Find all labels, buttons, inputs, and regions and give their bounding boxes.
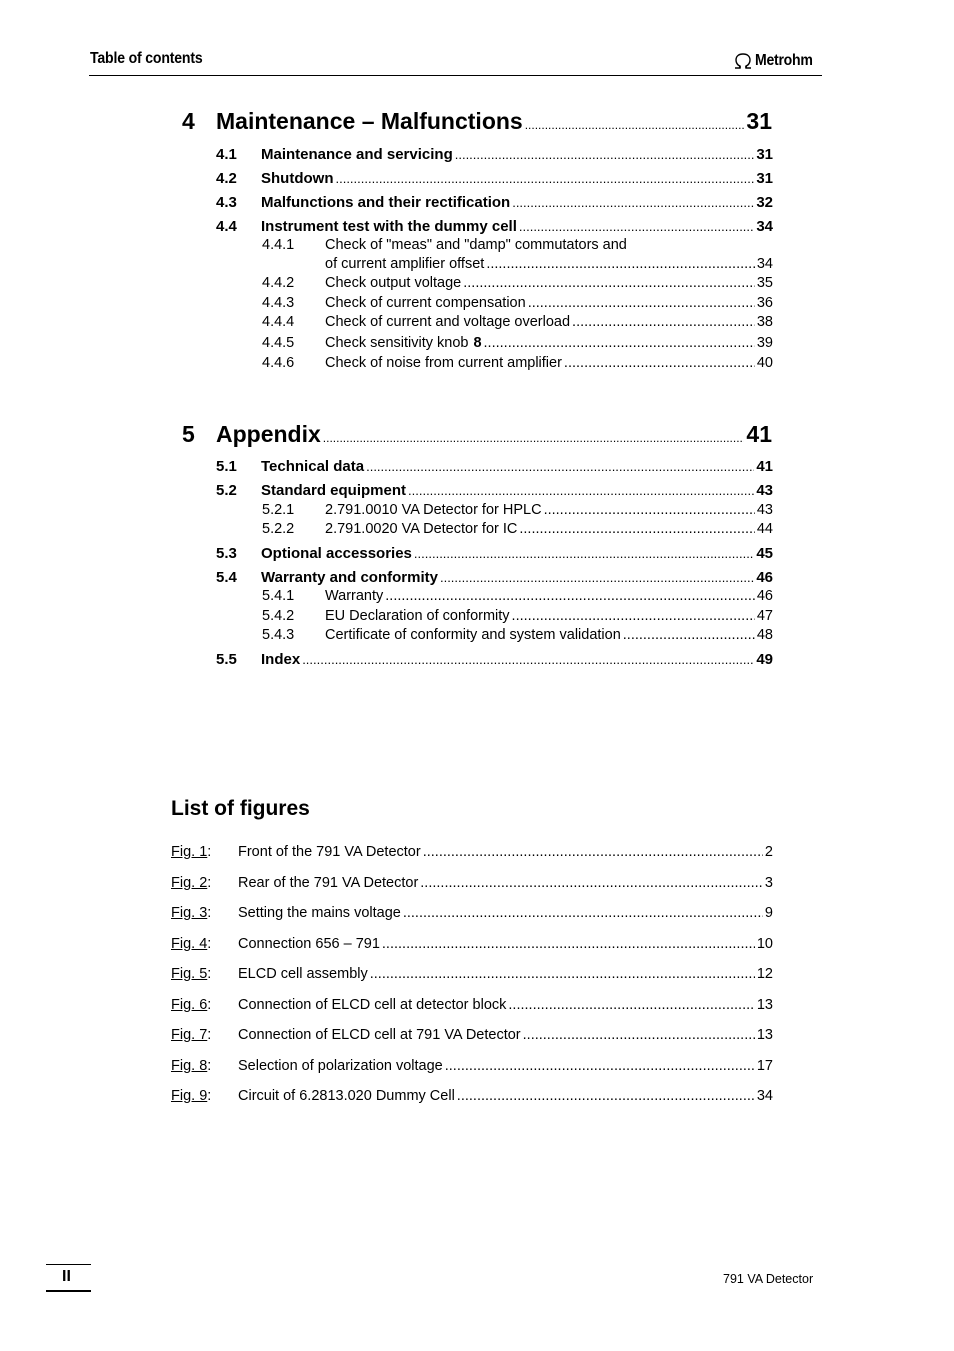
section-page: 45 bbox=[756, 545, 773, 562]
section-number: 5.5 bbox=[216, 651, 237, 668]
figure-page: 10 bbox=[756, 936, 773, 952]
subsection-title: 2.791.0010 VA Detector for HPLC bbox=[325, 502, 542, 518]
figure-page: 34 bbox=[756, 1088, 773, 1104]
toc-section[interactable] bbox=[216, 545, 773, 565]
subsection-number: 5.4.2 bbox=[262, 608, 295, 624]
figure-title: Connection 656 – 791 bbox=[238, 936, 380, 952]
figure-title: ELCD cell assembly bbox=[238, 966, 368, 982]
section-title: Warranty and conformity bbox=[261, 569, 438, 586]
subsection-page: 34 bbox=[756, 256, 773, 272]
subsection-number: 5.2.2 bbox=[262, 521, 295, 537]
figure-entry[interactable]: Fig. 9: Circuit of 6.2813.020 Dummy Cell ..... 34 bbox=[171, 1088, 773, 1108]
dot-leader bbox=[414, 546, 754, 561]
subsection-title: Check of noise from current amplifier bbox=[325, 355, 562, 371]
subsection-title: 2.791.0020 VA Detector for IC bbox=[325, 521, 518, 537]
section-title: Technical data bbox=[261, 458, 365, 475]
chapter-title: Maintenance – Malfunctions bbox=[216, 108, 523, 134]
subsection-title: Certificate of conformity and system validation bbox=[325, 627, 621, 643]
dot-leader bbox=[385, 588, 755, 604]
dot-leader bbox=[486, 256, 755, 272]
dot-leader bbox=[455, 147, 755, 162]
figure-title: Setting the mains voltage bbox=[238, 905, 401, 921]
figure-link[interactable]: Fig. 4 bbox=[171, 936, 208, 952]
section-title: Optional accessories bbox=[261, 545, 412, 562]
subsection-page: 48 bbox=[756, 627, 773, 643]
subsection-page: 47 bbox=[756, 608, 773, 624]
chapter-number: 5 bbox=[182, 421, 195, 447]
subsection-number: 5.2.1 bbox=[262, 502, 295, 518]
footer-rule-top bbox=[46, 1264, 91, 1265]
dot-leader bbox=[382, 936, 755, 952]
figure-link[interactable]: Fig. 8 bbox=[171, 1058, 208, 1074]
figure-page: 13 bbox=[756, 997, 773, 1013]
section-title: Maintenance and servicing bbox=[261, 146, 453, 163]
subsection-title: Check of "meas" and "damp" commutators and bbox=[325, 237, 627, 253]
subsection-number: 4.4.2 bbox=[262, 275, 295, 291]
omega-icon bbox=[733, 52, 753, 70]
dot-leader bbox=[420, 875, 763, 891]
figure-entry[interactable]: Fig. 3: Setting the mains voltage ..... 9 bbox=[171, 905, 773, 925]
subsection-title: EU Declaration of conformity bbox=[325, 608, 510, 624]
subsection-page: 44 bbox=[756, 521, 773, 537]
dot-leader bbox=[323, 431, 745, 445]
section-page: 49 bbox=[756, 651, 773, 668]
subsection-number: 4.4.6 bbox=[262, 355, 295, 371]
subsection-page: 36 bbox=[756, 295, 773, 311]
chapter-title: Appendix bbox=[216, 421, 321, 447]
toc-subsection[interactable] bbox=[262, 627, 773, 647]
subsection-number: 4.4.4 bbox=[262, 314, 295, 330]
dot-leader bbox=[440, 570, 754, 585]
figure-page: 9 bbox=[764, 905, 773, 921]
figure-link[interactable]: Fig. 9 bbox=[171, 1088, 208, 1104]
dot-leader bbox=[445, 1058, 755, 1074]
figure-entry[interactable]: Fig. 5: ELCD cell assembly ..... 12 bbox=[171, 966, 773, 986]
dot-leader bbox=[523, 1027, 755, 1043]
toc-section[interactable] bbox=[216, 146, 773, 166]
section-number: 5.4 bbox=[216, 569, 237, 586]
dot-leader bbox=[366, 459, 754, 474]
dot-leader bbox=[370, 966, 755, 982]
dot-leader bbox=[484, 335, 755, 351]
subsection-page: 46 bbox=[756, 588, 773, 604]
section-title: Shutdown bbox=[261, 170, 334, 187]
figure-title: Selection of polarization voltage bbox=[238, 1058, 443, 1074]
section-page: 41 bbox=[756, 458, 773, 475]
dot-leader bbox=[457, 1088, 755, 1104]
subsection-title: Check output voltage bbox=[325, 275, 462, 291]
figure-page: 2 bbox=[764, 844, 773, 860]
figure-title: Rear of the 791 VA Detector bbox=[238, 875, 419, 891]
toc-subsection[interactable] bbox=[262, 521, 773, 541]
brand-name: Metrohm bbox=[755, 52, 813, 69]
subsection-title: Check of current and voltage overload bbox=[325, 314, 571, 330]
subsection-page: 40 bbox=[756, 355, 773, 371]
dot-leader bbox=[512, 608, 755, 624]
figure-entry[interactable]: Fig. 1: Front of the 791 VA Detector ..... 2 bbox=[171, 844, 773, 864]
section-title: Standard equipment bbox=[261, 482, 407, 499]
toc-section[interactable] bbox=[216, 170, 773, 190]
figure-title: Front of the 791 VA Detector bbox=[238, 844, 421, 860]
section-page: 31 bbox=[756, 146, 773, 163]
header-rule bbox=[89, 75, 822, 76]
figure-link[interactable]: Fig. 6 bbox=[171, 997, 208, 1013]
figure-link[interactable]: Fig. 2 bbox=[171, 875, 208, 891]
section-page: 43 bbox=[756, 482, 773, 499]
figure-page: 17 bbox=[756, 1058, 773, 1074]
figure-entry[interactable]: Fig. 8: Selection of polarization voltage ..... 17 bbox=[171, 1058, 773, 1078]
section-number: 5.1 bbox=[216, 458, 237, 475]
dot-leader bbox=[512, 195, 754, 210]
figure-link[interactable]: Fig. 3 bbox=[171, 905, 208, 921]
dot-leader bbox=[508, 997, 754, 1013]
dot-leader bbox=[302, 652, 754, 667]
subsection-number: 4.4.1 bbox=[262, 237, 295, 253]
figure-entry[interactable]: Fig. 6: Connection of ELCD cell at detector block ..... 13 bbox=[171, 997, 773, 1017]
section-title: Instrument test with the dummy cell bbox=[261, 218, 517, 235]
subsection-title: Check sensitivity knob bbox=[325, 335, 469, 351]
figure-title: Connection of ELCD cell at detector block bbox=[238, 997, 507, 1013]
dot-leader bbox=[528, 295, 755, 311]
toc-subsection[interactable] bbox=[262, 588, 773, 608]
subsection-title-line2: of current amplifier offset bbox=[325, 256, 485, 272]
section-page: 31 bbox=[756, 170, 773, 187]
figure-entry[interactable]: Fig. 7: Connection of ELCD cell at 791 VA Detector ..... 13 bbox=[171, 1027, 773, 1047]
dot-leader bbox=[519, 521, 754, 537]
figure-link[interactable]: Fig. 5 bbox=[171, 966, 208, 982]
toc-subsection[interactable] bbox=[262, 295, 773, 315]
toc-subsection[interactable] bbox=[262, 608, 773, 628]
toc-subsection-continued[interactable] bbox=[325, 256, 773, 276]
subsection-title: Warranty bbox=[325, 588, 384, 604]
dot-leader bbox=[525, 118, 745, 132]
figure-link[interactable]: Fig. 1 bbox=[171, 844, 208, 860]
figure-entry[interactable]: Fig. 4: Connection 656 – 791 ..... 10 bbox=[171, 936, 773, 956]
subsection-number: 4.4.3 bbox=[262, 295, 295, 311]
section-page: 46 bbox=[756, 569, 773, 586]
document-name: 791 VA Detector bbox=[723, 1272, 814, 1286]
toc-section[interactable] bbox=[216, 482, 773, 502]
toc-section[interactable] bbox=[216, 458, 773, 478]
dot-leader bbox=[408, 483, 754, 498]
toc-subsection[interactable] bbox=[262, 502, 773, 522]
toc-section[interactable] bbox=[216, 569, 773, 589]
section-title: Index bbox=[261, 651, 301, 668]
figure-title: Circuit of 6.2813.020 Dummy Cell bbox=[238, 1088, 455, 1104]
dot-leader bbox=[572, 314, 755, 330]
figure-page: 3 bbox=[764, 875, 773, 891]
toc-section[interactable] bbox=[216, 194, 773, 214]
section-number: 4.1 bbox=[216, 146, 237, 163]
dot-leader bbox=[403, 905, 763, 921]
section-page: 32 bbox=[756, 194, 773, 211]
running-header-title: Table of contents bbox=[90, 50, 203, 67]
toc-chapter-5[interactable] bbox=[182, 421, 772, 451]
chapter-page: 31 bbox=[746, 108, 772, 134]
section-number: 4.3 bbox=[216, 194, 237, 211]
dot-leader bbox=[623, 627, 755, 643]
toc-subsection[interactable] bbox=[262, 275, 773, 295]
toc-subsection[interactable] bbox=[262, 237, 773, 257]
section-title: Malfunctions and their rectification bbox=[261, 194, 511, 211]
subsection-page: 38 bbox=[756, 314, 773, 330]
dot-leader bbox=[335, 171, 754, 186]
figure-title: Connection of ELCD cell at 791 VA Detector bbox=[238, 1027, 521, 1043]
subsection-page: 39 bbox=[756, 335, 773, 351]
toc-section[interactable] bbox=[216, 651, 773, 671]
brand-logo bbox=[733, 51, 820, 71]
subsection-number: 5.4.3 bbox=[262, 627, 295, 643]
chapter-page: 41 bbox=[746, 421, 772, 447]
dot-leader bbox=[519, 219, 754, 234]
toc-chapter-4[interactable] bbox=[182, 108, 772, 138]
page-number: II bbox=[62, 1268, 71, 1285]
list-of-figures-heading: List of figures bbox=[171, 797, 310, 820]
figure-entry[interactable]: Fig. 2: Rear of the 791 VA Detector ..... 3 bbox=[171, 875, 773, 895]
dot-leader bbox=[423, 844, 763, 860]
subsection-page: 43 bbox=[756, 502, 773, 518]
dot-leader bbox=[463, 275, 755, 291]
section-number: 5.3 bbox=[216, 545, 237, 562]
subsection-title: Check of current compensation bbox=[325, 295, 526, 311]
subsection-number: 4.4.5 bbox=[262, 335, 295, 351]
toc-subsection[interactable] bbox=[262, 314, 773, 334]
section-number: 4.4 bbox=[216, 218, 237, 235]
section-page: 34 bbox=[756, 218, 773, 235]
subsection-page: 35 bbox=[756, 275, 773, 291]
toc-subsection[interactable] bbox=[262, 355, 773, 375]
knob-number: 8 bbox=[473, 335, 482, 351]
section-number: 5.2 bbox=[216, 482, 237, 499]
figure-link[interactable]: Fig. 7 bbox=[171, 1027, 208, 1043]
dot-leader bbox=[564, 355, 755, 371]
figure-page: 13 bbox=[756, 1027, 773, 1043]
footer-rule-bottom bbox=[46, 1290, 91, 1292]
subsection-number: 5.4.1 bbox=[262, 588, 295, 604]
chapter-number: 4 bbox=[182, 108, 195, 134]
toc-subsection[interactable] bbox=[262, 335, 773, 355]
section-number: 4.2 bbox=[216, 170, 237, 187]
dot-leader bbox=[544, 502, 755, 518]
toc-section[interactable] bbox=[216, 218, 773, 238]
figure-page: 12 bbox=[756, 966, 773, 982]
